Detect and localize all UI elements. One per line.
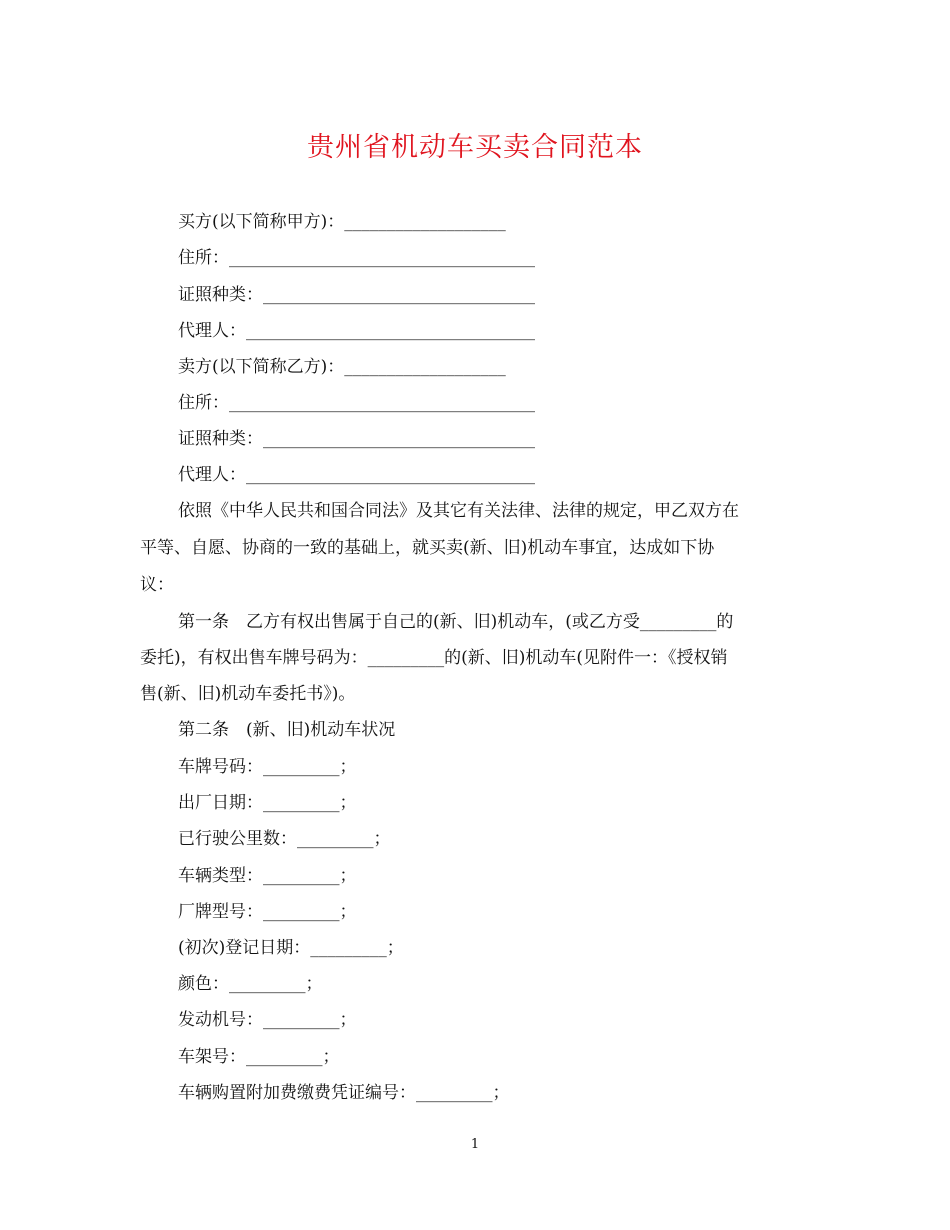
buyer-id-type-line: 证照种类：________________________________ — [178, 285, 535, 305]
buyer-agent-line: 代理人：__________________________________ — [178, 321, 535, 341]
vehicle-field-type: 车辆类型：_________； — [178, 866, 357, 886]
seller-id-type-line: 证照种类：________________________________ — [178, 429, 535, 449]
buyer-line: 买方(以下简称甲方)：___________________ — [178, 212, 506, 232]
vehicle-field-registration-date: (初次)登记日期：_________； — [178, 938, 404, 958]
article2-title: 第二条 (新、旧)机动车状况 — [178, 720, 396, 740]
intro-line-3: 议： — [140, 575, 174, 595]
buyer-address-line: 住所：____________________________________ — [178, 248, 535, 268]
intro-line-1: 依照《中华人民共和国合同法》及其它有关法律、法律的规定，甲乙双方在 — [178, 501, 739, 521]
seller-address-line: 住所：____________________________________ — [178, 393, 535, 413]
vehicle-field-plate: 车牌号码：_________； — [178, 757, 357, 777]
vehicle-field-frame-number: 车架号：_________； — [178, 1047, 340, 1067]
vehicle-field-model: 厂牌型号：_________； — [178, 902, 357, 922]
vehicle-field-mileage: 已行驶公里数：_________； — [178, 829, 391, 849]
vehicle-field-color: 颜色：_________； — [178, 974, 323, 994]
article1-line-3: 售(新、旧)机动车委托书》)。 — [140, 684, 356, 704]
article1-line-1: 第一条 乙方有权出售属于自己的(新、旧)机动车，(或乙方受_________的 — [178, 612, 734, 632]
intro-line-2: 平等、自愿、协商的一致的基础上，就买卖(新、旧)机动车事宜，达成如下协 — [140, 538, 715, 558]
vehicle-field-factory-date: 出厂日期：_________； — [178, 793, 357, 813]
vehicle-field-engine-number: 发动机号：_________； — [178, 1010, 357, 1030]
document-title: 贵州省机动车买卖合同范本 — [307, 132, 643, 163]
vehicle-field-purchase-tax-voucher: 车辆购置附加费缴费凭证编号：_________； — [178, 1083, 510, 1103]
seller-agent-line: 代理人：__________________________________ — [178, 465, 535, 485]
article1-line-2: 委托)，有权出售车牌号码为：_________的(新、旧)机动车(见附件一：《授权销 — [140, 648, 728, 668]
seller-line: 卖方(以下简称乙方)：___________________ — [178, 357, 506, 377]
page-number: 1 — [470, 1137, 480, 1152]
